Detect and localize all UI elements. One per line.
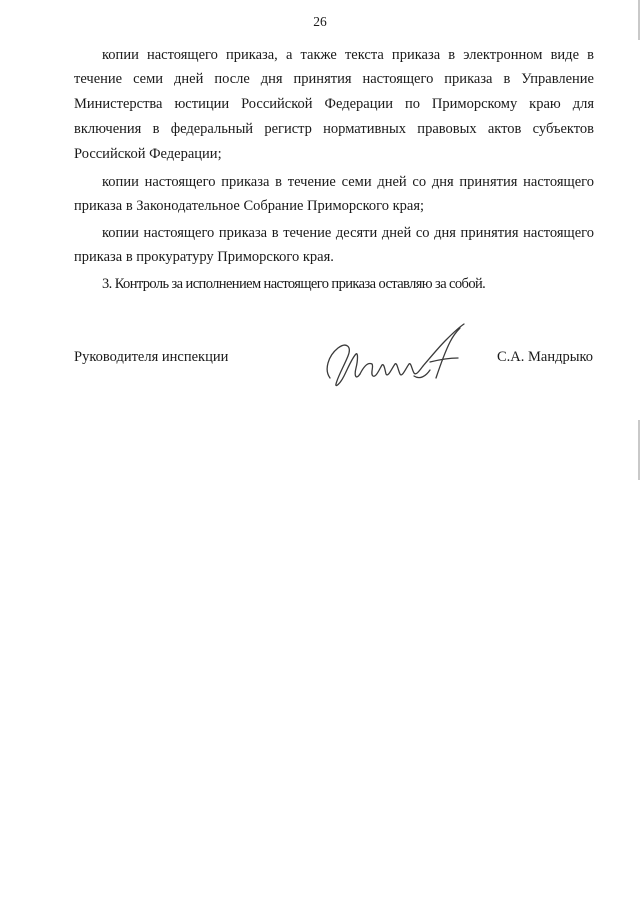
- paragraph-1-line-3: Министерства юстиции Российской Федерации по Приморскому краю для: [74, 96, 594, 112]
- paragraph-4-line-1: 3. Контроль за исполнением настоящего приказа оставляю за собой.: [102, 276, 486, 292]
- paragraph-2-line-2: приказа в Законодательное Собрание Приморского края;: [74, 198, 425, 214]
- paragraph-1-line-2: течение семи дней после дня принятия настоящего приказа в Управление: [74, 71, 594, 87]
- signatory-role: Руководителя инспекции: [74, 349, 229, 365]
- signatory-name: С.А. Мандрыко: [497, 349, 594, 365]
- page-number: 26: [313, 14, 327, 29]
- paragraph-1-line-4: включения в федеральный регистр нормативных правовых актов субъектов: [74, 121, 594, 137]
- paragraph-1-line-5: Российской Федерации;: [74, 146, 222, 162]
- paragraph-3-line-2: приказа в прокуратуру Приморского края.: [74, 249, 334, 265]
- paragraph-1-line-1: копии настоящего приказа, а также текста приказа в электронном виде в: [102, 47, 594, 63]
- handwritten-signature: [318, 318, 493, 398]
- paragraph-2-line-1: копии настоящего приказа в течение семи дней со дня принятия настоящего: [102, 174, 594, 190]
- paragraph-3-line-1: копии настоящего приказа в течение десяти дней со дня принятия настоящего: [102, 225, 594, 241]
